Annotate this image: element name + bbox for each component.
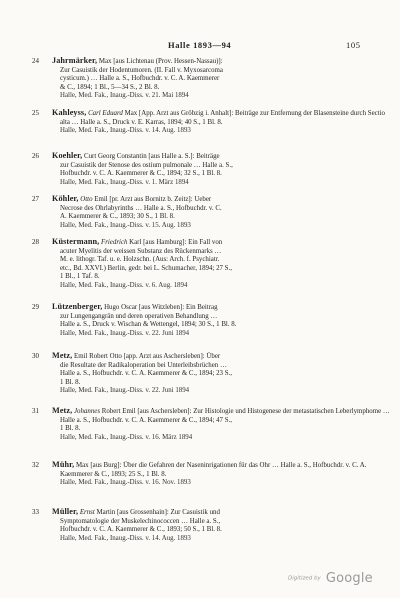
line-text: & C., 1894; 1 Bl., 5—34 S., 2 Bl. 8. <box>60 83 160 91</box>
entry-line <box>52 119 346 128</box>
line-text: zur Lungengangrän und deren operativen Behandlung … <box>60 312 218 320</box>
line-text: Hofbuchdr. v. C. A. Kaemmerer & C., 1894; 32 S., 1 Bl. 8. <box>60 170 222 178</box>
entry-number: 24 <box>32 57 39 65</box>
entry-line <box>52 460 367 471</box>
entry-text <box>52 57 346 101</box>
entry-text <box>52 152 346 187</box>
entry-number: 27 <box>32 195 39 203</box>
author-surname: Küstermann, <box>52 237 100 246</box>
line-text: 1 Bl., 1 Taf. 8. <box>60 273 100 281</box>
line-text: Hugo Oscar [aus Witzleben]: Ein Beitrag <box>102 304 218 311</box>
google-watermark <box>288 568 373 587</box>
dissertation-note: Halle, Med. Fak., Inaug.-Diss. v. 1. März 1894 <box>60 178 189 186</box>
author-surname: Lützenberger, <box>52 302 103 311</box>
entry-line <box>52 238 346 248</box>
line-text: Zur Casuistik der Hodentumoren. (II. Fall v. Myxosarcoma <box>60 66 223 74</box>
line-text: M. e. lithogr. Taf. u. e. Holzschn. (Aus: Arch. f. Psychiatr. <box>60 256 220 264</box>
entry-line <box>52 108 385 119</box>
author-surname: Kahleyss, <box>52 108 87 117</box>
line-text: etc., Bd. XXVI.) Berlin, gedr. bei L. Schumacher, 1894; 27 S., <box>60 264 232 272</box>
running-head-title: Halle 1893—94 <box>168 40 232 50</box>
entry-number: 28 <box>32 238 39 246</box>
entry-line <box>52 508 346 518</box>
entry-line <box>52 518 346 527</box>
entry-number: 32 <box>32 461 39 469</box>
page-number: 105 <box>346 40 361 50</box>
line-text: Halle a. S., Hofbuchdr. v. C. A. Kaemmerer & C., 1894; 23 S., <box>60 370 232 378</box>
author-surname: Jahrmärker, <box>52 56 98 65</box>
entry-text <box>52 303 346 338</box>
entry-line <box>52 303 346 313</box>
dissertation-note: Halle, Med. Fak., Inaug.-Diss. v. 14. Aug. 1893 <box>60 534 191 542</box>
line-text: Max [App. Arzt aus Gröbzig i. Anhalt]: Beiträge zur Entfernung der Blasensteine durch Sectio <box>122 110 385 117</box>
line-text: A. Kaemmerer & C., 1893; 30 S., 1 Bl. 8. <box>60 213 175 221</box>
entry-line <box>52 370 346 379</box>
entry-number: 29 <box>32 303 39 311</box>
entry-line <box>52 406 390 417</box>
entry-line <box>52 417 346 426</box>
line-text: Halle a. S., Hofbuchdr. v. C. A. Kaemmerer & C., 1894; 47 S., <box>60 416 232 424</box>
entry-number: 26 <box>32 152 39 160</box>
line-text: Hofbuchdr. v. C. A. Kaemmerer & C., 1893; 50 S., 1 Bl. 8. <box>60 526 222 534</box>
entry-line <box>52 256 346 265</box>
entry-line <box>52 205 346 214</box>
entry-line <box>52 321 346 330</box>
line-text: die Resultate der Radikaloperation bei Unterleibsbrüchen … <box>60 361 227 369</box>
author-given-name: Johannes <box>72 408 101 415</box>
line-text: Karl [aus Hamburg]: Ein Fall von <box>127 239 223 246</box>
entry-line <box>52 313 346 322</box>
watermark-prefix: Digitized by <box>288 575 321 582</box>
entry-line <box>52 213 346 222</box>
entry-line <box>52 84 346 93</box>
line-text: Emil Robert Otto [app. Arzt aus Aschersleben]: Über <box>72 353 221 360</box>
entry-text <box>52 508 346 543</box>
line-text: Necrose des Ohrlabyrinths … Halle a. S., Hofbuchdr. v. C. <box>60 204 222 212</box>
entry-line <box>52 67 346 76</box>
line-text: 1 Bl. 8. <box>60 378 81 386</box>
line-text: Robert Emil [aus Aschersleben]: Zur Histologie und Histogenese der metastatischen Leberlymphome … <box>100 408 390 415</box>
line-text: Max [aus Burg]: Über die Gefahren der Naseninrigationen für das Ohr … Halle a. S., Hofbuchdr. v. C. A. <box>74 462 367 469</box>
line-text: acuter Myelitis der weissen Substanz des Rückenmarks … <box>60 247 222 255</box>
dissertation-note: Halle, Med. Fak., Inaug.-Diss. v. 16. Nov. 1893 <box>60 479 191 487</box>
dissertation-note: Halle, Med. Fak., Inaug.-Diss. v. 22. Juni 1894 <box>60 329 190 337</box>
entry-line <box>52 162 346 171</box>
entry-number: 25 <box>32 109 39 117</box>
dissertation-note: Halle, Med. Fak., Inaug.-Diss. v. 22. Juni 1894 <box>60 387 190 395</box>
author-given-name: Ernst <box>78 509 95 516</box>
author-surname: Metz, <box>52 351 73 360</box>
dissertation-note: Halle, Med. Fak., Inaug.-Diss. v. 15. Aug. 1893 <box>60 221 191 229</box>
author-given-name: Otto <box>78 196 93 203</box>
entry-line <box>52 352 346 362</box>
entry-number: 31 <box>32 407 39 415</box>
entry-line <box>52 425 346 434</box>
entry-line <box>52 170 346 179</box>
line-text: Emil [pr. Arzt aus Bornitz b. Zeitz]: Ueber <box>92 196 212 203</box>
line-text: alta … Halle a. S., Druck v. E. Karras, 1894; 40 S., 1 Bl. 8. <box>60 118 223 126</box>
dissertation-note: Halle, Med. Fak., Inaug.-Diss. v. 14. Aug. 1893 <box>60 127 191 135</box>
author-given-name: Friedrich <box>99 239 128 246</box>
entry-text <box>52 352 346 396</box>
entry-line <box>52 362 346 371</box>
entry-line <box>52 471 346 480</box>
entry-line <box>52 57 346 67</box>
author-surname: Mühr, <box>52 460 75 469</box>
watermark-brand: Google <box>325 571 373 586</box>
entry-line <box>52 265 346 274</box>
line-text: 1 Bl. 8. <box>60 425 81 433</box>
entry-line <box>52 273 346 282</box>
entry-line <box>52 152 346 162</box>
line-text: Symptomatologie der Muskelechinococcen … Halle a. S., <box>60 517 221 525</box>
entry-line <box>52 195 346 205</box>
author-surname: Köhler, <box>52 194 79 203</box>
line-text: Max [aus Lichtenau (Prov. Hessen-Nassau)]: <box>97 58 223 65</box>
author-surname: Müller, <box>52 507 79 516</box>
entry-line <box>52 248 346 257</box>
entry-text <box>52 238 346 291</box>
line-text: Halle a. S., Druck v. Wischan & Wettengel, 1894; 30 S., 1 Bl. 8. <box>60 321 237 329</box>
entry-text <box>52 460 367 488</box>
line-text: Martin [aus Grossenhain]: Zur Casuistik und <box>94 509 220 516</box>
author-given-name: Carl Eduard <box>86 110 123 117</box>
entry-line <box>52 526 346 535</box>
entry-text <box>52 195 346 230</box>
dissertation-note: Halle, Med. Fak., Inaug.-Diss. v. 16. März 1894 <box>60 433 193 441</box>
dissertation-note: Halle, Med. Fak., Inaug.-Diss. v. 6. Aug. 1894 <box>60 281 188 289</box>
dissertation-note: Halle, Med. Fak., Inaug.-Diss. v. 21. Mai 1894 <box>60 92 189 100</box>
line-text: Kaemmerer & C., 1893; 25 S., 1 Bl. 8. <box>60 470 167 478</box>
author-surname: Koehler, <box>52 151 83 160</box>
entry-number: 33 <box>32 508 39 516</box>
entry-number: 30 <box>32 352 39 360</box>
line-text: Curt Georg Constantin [aus Halle a. S.]: Beiträge <box>82 153 220 160</box>
running-head <box>0 40 400 52</box>
line-text: zur Casuistik der Stenose des ostium pulmonale … Halle a. S., <box>60 161 233 169</box>
line-text: cysticum.) … Halle a. S., Hofbuchdr. v. C. A. Kaemmerer <box>60 75 220 83</box>
entry-text <box>52 406 390 442</box>
author-surname: Metz, <box>52 406 73 415</box>
entry-line <box>52 379 346 388</box>
entry-text <box>52 108 385 136</box>
entry-line <box>52 75 346 84</box>
